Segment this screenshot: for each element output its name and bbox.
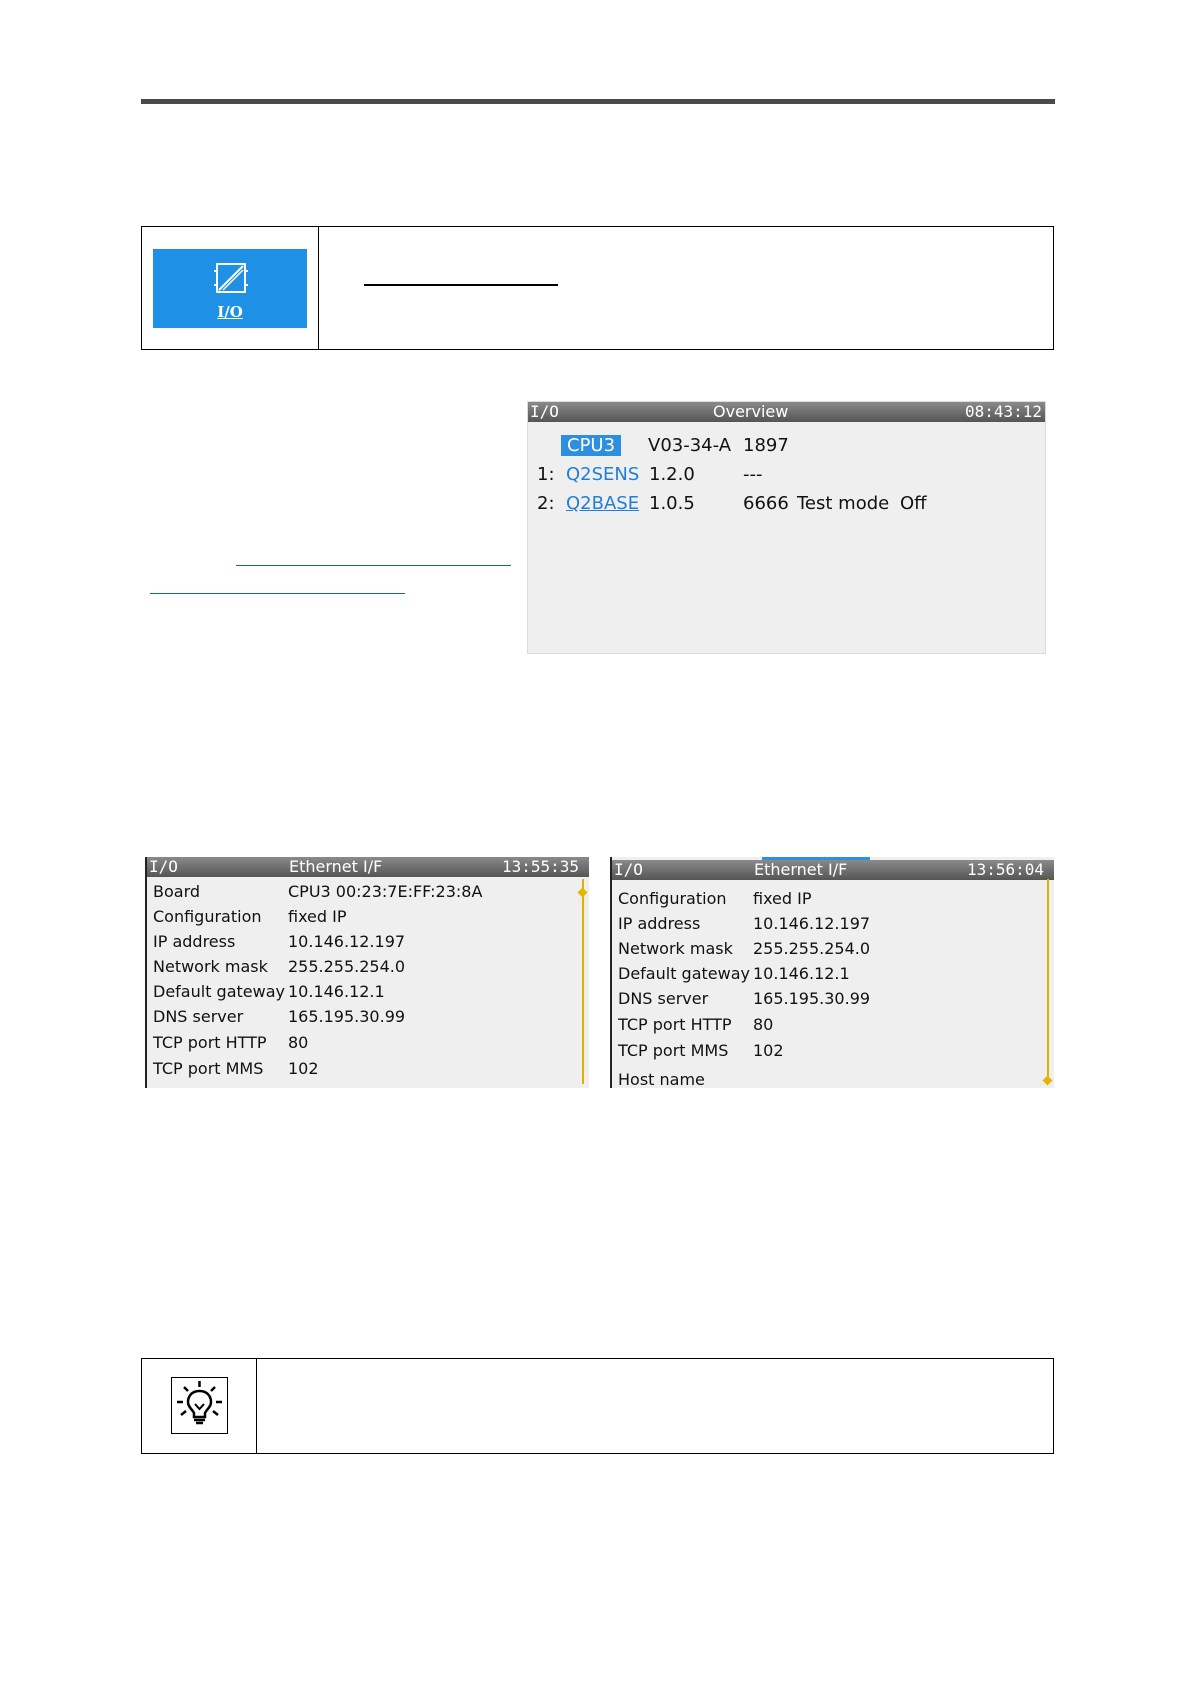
- field-value: 165.195.30.99: [288, 1007, 406, 1026]
- header-time: 13:56:04: [966, 860, 1044, 879]
- ethernet-header: [147, 857, 589, 877]
- box-divider: [318, 227, 319, 349]
- field-value: 10.146.12.1: [753, 964, 850, 983]
- field-label: Default gateway: [618, 964, 750, 983]
- field-label: TCP port MMS: [153, 1059, 264, 1078]
- header-title: Ethernet I/F: [754, 860, 848, 879]
- field-label: Host name: [618, 1070, 705, 1088]
- ethernet-screen-2: [610, 857, 1054, 1088]
- field-value: 255.255.254.0: [288, 957, 406, 976]
- field-label: IP address: [153, 932, 236, 951]
- field-label: Configuration: [153, 907, 262, 926]
- field-label: TCP port HTTP: [153, 1033, 267, 1052]
- module-row[interactable]: [528, 464, 1045, 488]
- field-value: 80: [288, 1033, 309, 1052]
- field-label: Board: [153, 882, 201, 901]
- header-time: 13:55:35: [501, 857, 579, 876]
- tip-box: [141, 1358, 1054, 1454]
- io-module-icon: [214, 261, 248, 295]
- module-value: ---: [743, 464, 763, 485]
- module-value: 1897: [743, 435, 789, 456]
- module-version: V03-34-A: [648, 435, 732, 456]
- header-menu: I/O: [614, 860, 643, 879]
- test-mode-label: Test mode: [797, 493, 890, 514]
- field-label: TCP port HTTP: [618, 1015, 732, 1034]
- module-name[interactable]: Q2SENS: [566, 464, 640, 485]
- field-label: TCP port MMS: [618, 1041, 729, 1060]
- field-value: 80: [753, 1015, 774, 1034]
- test-mode-value: Off: [900, 493, 927, 514]
- overview-header: [528, 402, 1045, 422]
- box-divider: [256, 1359, 257, 1453]
- link-underline-1[interactable]: [236, 565, 511, 566]
- header-title: Ethernet I/F: [289, 857, 383, 876]
- ethernet-screen-1: [145, 857, 589, 1088]
- scroll-thumb[interactable]: [578, 888, 588, 898]
- module-name[interactable]: Q2BASE: [566, 493, 640, 514]
- field-label: DNS server: [618, 989, 709, 1008]
- link-underline-2[interactable]: [150, 593, 405, 594]
- field-value: 255.255.254.0: [753, 939, 871, 958]
- module-name[interactable]: CPU3: [561, 435, 621, 456]
- scrollbar[interactable]: [582, 879, 584, 1084]
- module-index: 2:: [537, 493, 555, 514]
- field-value: 102: [753, 1041, 784, 1060]
- module-version: 1.0.5: [649, 493, 695, 514]
- module-row[interactable]: [528, 493, 1045, 517]
- module-value: 6666: [743, 493, 789, 514]
- lightbulb-icon: [171, 1377, 228, 1434]
- module-version: 1.2.0: [649, 464, 695, 485]
- field-value: 10.146.12.1: [288, 982, 385, 1001]
- field-value: 10.146.12.197: [288, 932, 406, 951]
- header-rule: [141, 99, 1055, 104]
- io-tile-label: I/O: [217, 303, 243, 321]
- field-label: DNS server: [153, 1007, 244, 1026]
- overview-screen: [527, 401, 1046, 654]
- header-time: 08:43:12: [964, 402, 1042, 421]
- field-value: 165.195.30.99: [753, 989, 871, 1008]
- ethernet-header: [612, 860, 1054, 880]
- field-label: Default gateway: [153, 982, 285, 1001]
- io-menu-tile[interactable]: [153, 249, 307, 328]
- field-label: Network mask: [153, 957, 268, 976]
- module-row[interactable]: [528, 435, 1045, 459]
- link-underline[interactable]: [364, 284, 558, 286]
- field-value: 10.146.12.197: [753, 914, 871, 933]
- header-title: Overview: [713, 402, 789, 421]
- field-label: IP address: [618, 914, 701, 933]
- scroll-thumb[interactable]: [1043, 1076, 1053, 1086]
- field-value: fixed IP: [753, 889, 812, 908]
- scrollbar[interactable]: [1047, 879, 1049, 1084]
- field-value: 102: [288, 1059, 319, 1078]
- field-value: CPU3 00:23:7E:FF:23:8A: [288, 882, 483, 901]
- field-label: Network mask: [618, 939, 733, 958]
- field-value: fixed IP: [288, 907, 347, 926]
- module-index: 1:: [537, 464, 555, 485]
- field-label: Configuration: [618, 889, 727, 908]
- header-menu: I/O: [149, 857, 178, 876]
- io-info-box: [141, 226, 1054, 350]
- header-menu: I/O: [530, 402, 559, 421]
